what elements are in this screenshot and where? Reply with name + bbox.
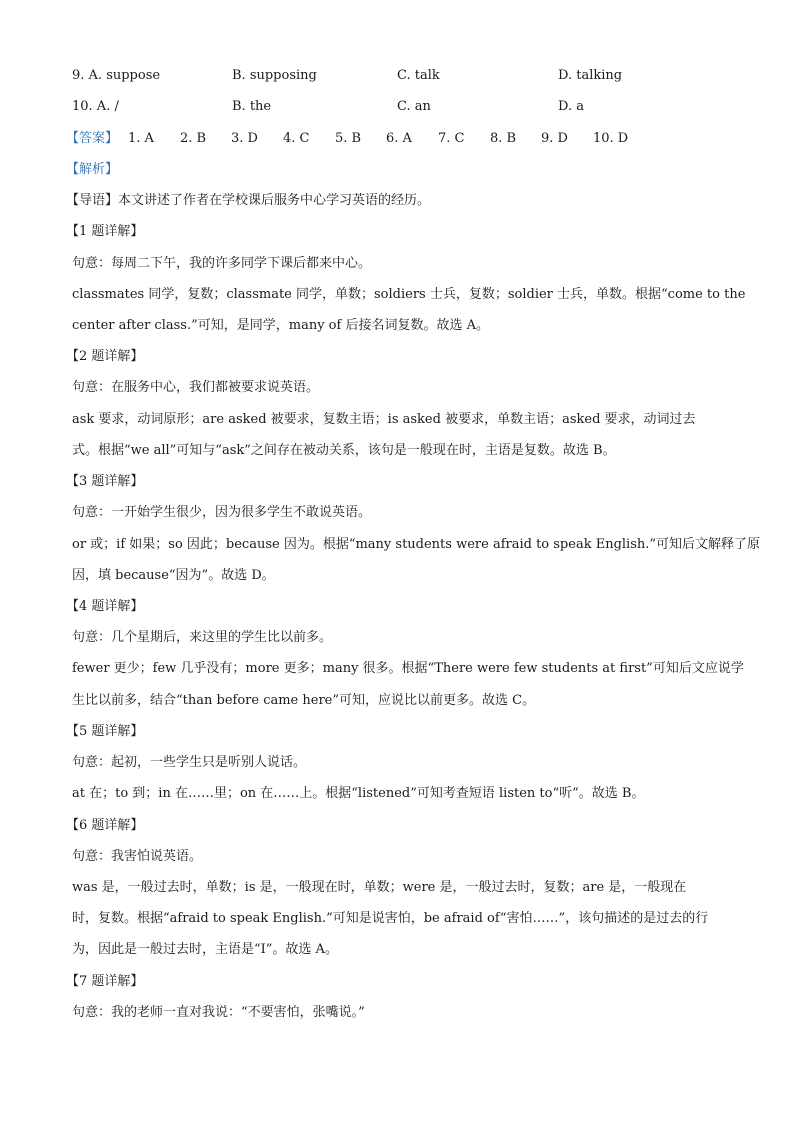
section-heading: 【6 题详解】 (66, 818, 144, 833)
option-d: D. a (558, 99, 584, 114)
answer-item: 4. C (283, 131, 310, 146)
guide-text: 本文讲述了作者在学校课后服务中心学习英语的经历。 (118, 193, 431, 208)
explanation-line: was 是，一般过去时，单数；is 是，一般现在时，单数；were 是，一般过去时，复数；are 是，一般现在 (72, 880, 687, 895)
option-a: 9. A. suppose (72, 68, 161, 83)
explanation-line: classmates 同学，复数；classmate 同学，单数；soldiers 士兵，复数；soldier 士兵，单数。根据“come to the (72, 287, 746, 302)
explanation-line: fewer 更少；few 几乎没有；more 更多；many 很多。根据“There were few students at first”可知后文应说学 (72, 661, 744, 676)
answer-item: 3. D (231, 131, 258, 146)
explanation-line: ask 要求，动词原形；are asked 被要求，复数主语；is asked 被要求，单数主语；asked 要求，动词过去 (72, 412, 696, 427)
sentence-meaning: 句意：几个星期后，来这里的学生比以前多。 (72, 630, 333, 645)
option-row-10 (72, 97, 732, 117)
answer-item: 9. D (541, 131, 568, 146)
option-b: B. the (232, 99, 272, 114)
option-row-9 (72, 66, 732, 86)
answer-item: 8. B (490, 131, 517, 146)
sentence-meaning: 句意：一开始学生很少，因为很多学生不敢说英语。 (72, 505, 372, 520)
option-c: C. talk (397, 68, 440, 83)
option-c: C. an (397, 99, 431, 114)
explanation-line: at 在；to 到；in 在……里；on 在……上。根据“listened”可知考查短语 listen to“听”。故选 B。 (72, 786, 645, 801)
section-heading: 【2 题详解】 (66, 349, 144, 364)
option-b: B. supposing (232, 68, 317, 83)
sentence-meaning: 句意：每周二下午，我的许多同学下课后都来中心。 (72, 256, 372, 271)
answer-item: 7. C (438, 131, 465, 146)
explanation-line: 生比以前多，结合“than before came here”可知，应说比以前更多。故选 C。 (72, 693, 536, 708)
explanation-line: 因，填 because“因为”。故选 D。 (72, 568, 275, 583)
answer-item: 5. B (335, 131, 362, 146)
sentence-meaning: 句意：我的老师一直对我说：“不要害怕，张嘴说。” (72, 1005, 365, 1020)
answer-row (66, 129, 732, 149)
answer-item: 1. A (128, 131, 154, 146)
explanation-line: center after class.”可知，是同学，many of 后接名词复数。故选 A。 (72, 318, 489, 333)
analysis-label: 【解析】 (66, 162, 119, 177)
answer-item: 6. A (386, 131, 412, 146)
explanation-line: 式。根据“we all”可知与“ask”之间存在被动关系，该句是一般现在时，主语是复数。故选 B。 (72, 443, 616, 458)
section-heading: 【3 题详解】 (66, 474, 144, 489)
answer-label: 【答案】 (66, 131, 119, 146)
answer-item: 2. B (180, 131, 207, 146)
explanation-line: or 或；if 如果；so 因此；because 因为。根据“many students were afraid to speak English.”可知后文解释了原 (72, 537, 761, 552)
section-heading: 【7 题详解】 (66, 974, 144, 989)
answer-item: 10. D (593, 131, 629, 146)
guide-label: 【导语】 (66, 193, 119, 208)
guide-line (66, 191, 726, 211)
section-heading: 【5 题详解】 (66, 724, 144, 739)
option-a: 10. A. / (72, 99, 119, 114)
explanation-line: 时，复数。根据“afraid to speak English.”可知是说害怕，be afraid of“害怕……”，该句描述的是过去的行 (72, 911, 709, 926)
explanation-line: 为，因此是一般过去时，主语是“I”。故选 A。 (72, 942, 338, 957)
sentence-meaning: 句意：在服务中心，我们都被要求说英语。 (72, 380, 320, 395)
option-d: D. talking (558, 68, 623, 83)
section-heading: 【4 题详解】 (66, 599, 144, 614)
section-heading: 【1 题详解】 (66, 224, 144, 239)
sentence-meaning: 句意：起初，一些学生只是听别人说话。 (72, 755, 307, 770)
sentence-meaning: 句意：我害怕说英语。 (72, 849, 203, 864)
